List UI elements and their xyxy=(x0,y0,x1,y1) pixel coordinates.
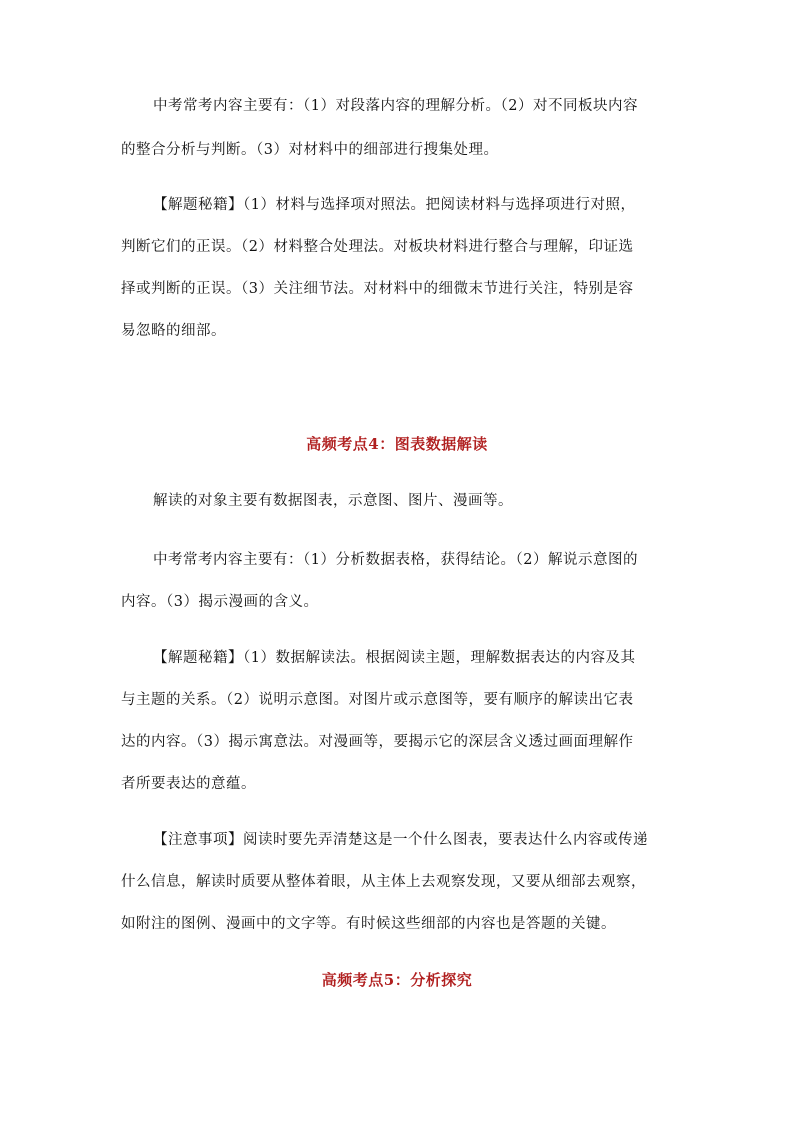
notes-line: 如附注的图例、漫画中的文字等。有时候这些细部的内容也是答题的关键。 xyxy=(121,916,616,932)
tips-line: 择或判断的正误。（3）关注细节法。对材料中的细微末节进行关注，特别是容 xyxy=(121,281,634,297)
notes-line: 什么信息，解读时质要从整体着眼，从主体上去观察发现，又要从细部去观察， xyxy=(121,874,646,890)
section-heading-4: 高频考点4：图表数据解读 xyxy=(306,435,488,453)
tips-line: 与主题的关系。（2）说明示意图。对图片或示意图等，要有顺序的解读出它表 xyxy=(121,692,634,708)
paragraph-line: 内容。（3）揭示漫画的含义。 xyxy=(121,594,319,610)
tips-line: 易忽略的细部。 xyxy=(121,323,226,339)
intro-line: 解读的对象主要有数据图表，示意图、图片、漫画等。 xyxy=(153,493,513,509)
section-heading-5: 高频考点5：分析探究 xyxy=(321,971,473,989)
tips-line: 达的内容。（3）揭示寓意法。对漫画等，要揭示它的深层含义透过画面理解作 xyxy=(121,734,634,750)
tips-line: 者所要表达的意蕴。 xyxy=(121,776,256,792)
paragraph-line: 中考常考内容主要有：（1）分析数据表格，获得结论。（2）解说示意图的 xyxy=(153,552,638,568)
tips-line: 判断它们的正误。（2）材料整合处理法。对板块材料进行整合与理解，印证选 xyxy=(121,239,634,255)
paragraph-line: 中考常考内容主要有：（1）对段落内容的理解分析。（2）对不同板块内容 xyxy=(153,98,638,114)
tips-line: 【解题秘籍】（1）数据解读法。根据阅读主题，理解数据表达的内容及其 xyxy=(153,650,636,666)
tips-line: 【解题秘籍】（1）材料与选择项对照法。把阅读材料与选择项进行对照， xyxy=(153,197,636,213)
notes-line: 【注意事项】阅读时要先弄清楚这是一个什么图表，要表达什么内容或传递 xyxy=(153,832,648,848)
paragraph-line: 的整合分析与判断。（3）对材料中的细部进行搜集处理。 xyxy=(121,142,499,158)
